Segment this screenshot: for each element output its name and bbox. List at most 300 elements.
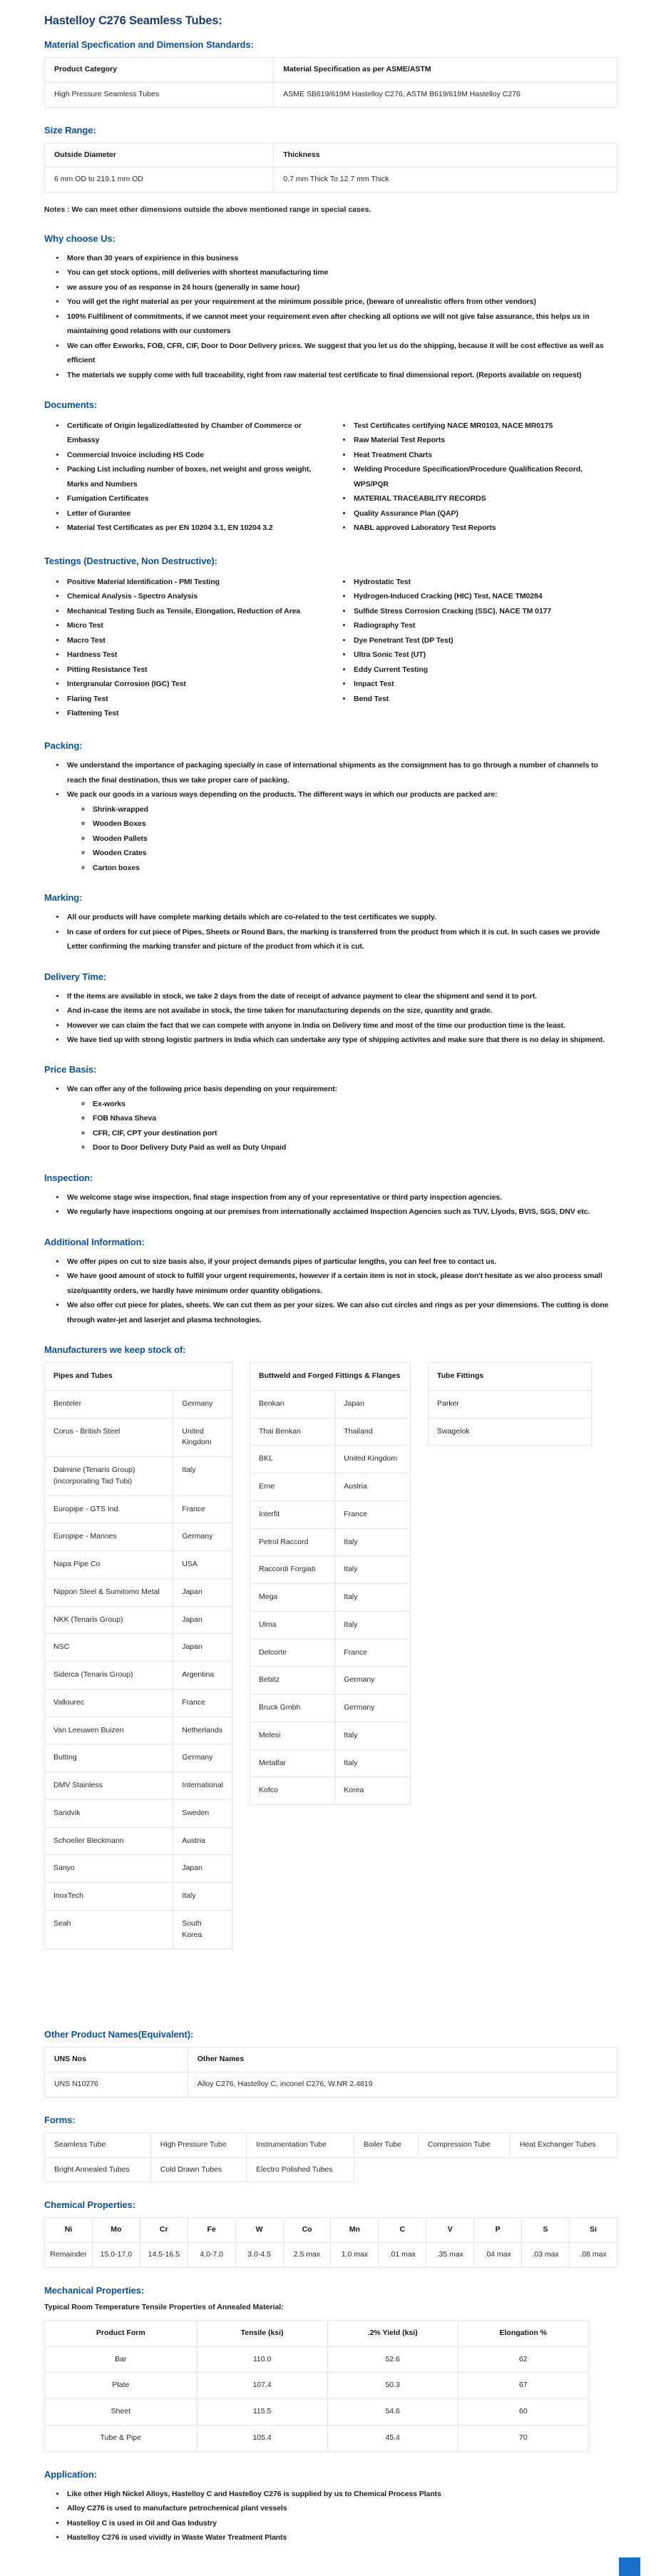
table-row bbox=[250, 1446, 411, 1473]
column-header: Outside Diameter bbox=[45, 143, 274, 168]
packing-list bbox=[44, 758, 617, 875]
table-cell: .08 max bbox=[569, 2243, 617, 2268]
list-item: • Certificate of Origin legalized/attested by Chamber of Commerce or Embassy bbox=[66, 419, 331, 448]
list-item: • Welding Procedure Specification/Procedure Qualification Record, WPS/PQR bbox=[352, 462, 617, 491]
table-cell: Italy bbox=[173, 1457, 232, 1496]
table-cell: Ulma bbox=[250, 1611, 335, 1639]
table-row bbox=[45, 1689, 232, 1717]
table-cell: Kofco bbox=[250, 1777, 335, 1805]
table-header-row bbox=[45, 58, 617, 83]
column-header: Mn bbox=[331, 2218, 379, 2243]
column-header: C bbox=[379, 2218, 426, 2243]
list-item: • We have tied up with strong logistic partners in India which can undertake any type of shipping activites and make sure that there is no delay in shipment. bbox=[66, 1033, 617, 1047]
table-cell: Benteler bbox=[45, 1390, 173, 1418]
column-header: P bbox=[474, 2218, 522, 2243]
application-heading: Application: bbox=[44, 2468, 97, 2480]
table-row bbox=[250, 1611, 411, 1639]
table-header-row bbox=[250, 1363, 411, 1391]
table-cell: Bright Annealed Tubes bbox=[45, 2157, 151, 2182]
table-cell: 0.7 mm Thick To 12.7 mm Thick bbox=[274, 168, 617, 193]
table-cell: Japan bbox=[335, 1390, 411, 1418]
table-cell: Italy bbox=[335, 1584, 411, 1612]
list-item: ◦ Wooden Pallets bbox=[91, 832, 617, 846]
table-cell: Cold Drawn Tubes bbox=[150, 2157, 246, 2182]
table-cell: .35 max bbox=[426, 2243, 474, 2268]
testings-list-right bbox=[331, 575, 617, 721]
table-cell: Sanyo bbox=[45, 1855, 173, 1883]
table-cell: 67 bbox=[458, 2373, 588, 2399]
list-item: • Chemical Analysis - Spectro Analysis bbox=[66, 589, 331, 603]
table-cell: Sheet bbox=[45, 2399, 198, 2426]
table-cell: International bbox=[173, 1772, 232, 1800]
table-cell: Italy bbox=[335, 1556, 411, 1584]
table-cell: NSC bbox=[45, 1634, 173, 1662]
column-header: UNS Nos bbox=[45, 2048, 188, 2072]
tube-fittings-table bbox=[428, 1362, 592, 1446]
list-item: • Impact Test bbox=[352, 677, 617, 691]
list-item: • We also offer cut piece for plates, sheets. We can cut them as per your sizes. We can also cut circles and rings as per your dimensions. The cutting is done through water-jet and laserjet and plasma technologies. bbox=[66, 1298, 617, 1327]
table-row bbox=[45, 1883, 232, 1911]
list-item: • NABL approved Laboratory Test Reports bbox=[352, 521, 617, 535]
table-row bbox=[45, 1772, 232, 1800]
price-basis-heading: Price Basis: bbox=[44, 1064, 97, 1075]
table-cell: Mega bbox=[250, 1584, 335, 1612]
marking-list bbox=[44, 910, 617, 954]
list-item: • 100% Fulfilment of commitments, if we cannot meet your requirement even after checking all options we will not give false assurance, this helps us in maintaining good relations with our customers bbox=[66, 310, 617, 339]
list-item: • Quality Assurance Plan (QAP) bbox=[352, 506, 617, 521]
table-cell: Sandvik bbox=[45, 1799, 173, 1827]
list-item: ◦ Wooden Boxes bbox=[91, 817, 617, 831]
table-cell: 110.0 bbox=[197, 2346, 327, 2373]
table-cell: Delcorte bbox=[250, 1639, 335, 1667]
table-cell: Italy bbox=[335, 1749, 411, 1777]
column-header: Co bbox=[283, 2218, 331, 2243]
table-cell: 15.0-17.0 bbox=[92, 2243, 140, 2268]
table-cell: DMV Stainless bbox=[45, 1772, 173, 1800]
list-item: ◦ Ex-works bbox=[91, 1097, 617, 1111]
table-row bbox=[45, 168, 617, 193]
table-cell: Compression Tube bbox=[418, 2132, 510, 2157]
application-list bbox=[44, 2487, 617, 2545]
section-mechanical bbox=[44, 2285, 617, 2452]
table-cell: Bruck Gmbh bbox=[250, 1695, 335, 1722]
table-cell: Italy bbox=[173, 1883, 232, 1911]
delivery-time-list bbox=[44, 989, 617, 1048]
table-cell: Germany bbox=[173, 1523, 232, 1551]
list-item: • Hastelloy C276 is used vividly in Waste Water Treatment Plants bbox=[66, 2530, 617, 2545]
list-item: ◦ CFR, CIF, CPT your destination port bbox=[91, 1126, 617, 1140]
page-title: Hastelloy C276 Seamless Tubes: bbox=[44, 14, 222, 27]
table-row bbox=[45, 1744, 232, 1772]
documents-heading: Documents: bbox=[44, 399, 98, 411]
list-item: • Letter of Gurantee bbox=[66, 506, 331, 521]
table-header-row bbox=[45, 143, 617, 168]
other-names-heading: Other Product Names(Equivalent): bbox=[44, 2029, 194, 2040]
table-row bbox=[45, 2399, 589, 2426]
forms-table bbox=[44, 2132, 617, 2183]
list-item bbox=[66, 1082, 617, 1155]
table-cell: Siderca (Tenaris Group) bbox=[45, 1662, 173, 1690]
table-cell: .01 max bbox=[379, 2243, 426, 2268]
table-cell: 115.5 bbox=[197, 2399, 327, 2426]
table-row bbox=[45, 2157, 617, 2182]
list-item: • You can get stock options, mill deliveries with shortest manufacturing time bbox=[66, 265, 617, 280]
list-item: ◦ Shrink-wrapped bbox=[91, 802, 617, 817]
column-header: Pipes and Tubes bbox=[45, 1363, 232, 1391]
table-cell: UNS N10276 bbox=[45, 2072, 188, 2097]
table-row bbox=[429, 1390, 592, 1418]
column-header: Mo bbox=[92, 2218, 140, 2243]
table-cell: 6 mm OD to 219.1 mm OD bbox=[45, 168, 274, 193]
table-row bbox=[45, 82, 617, 107]
column-header: Tube Fittings bbox=[429, 1363, 592, 1391]
table-cell: Japan bbox=[173, 1606, 232, 1634]
packing-heading: Packing: bbox=[44, 740, 83, 752]
list-item: • Material Test Certificates as per EN 10204 3.1, EN 10204 3.2 bbox=[66, 521, 331, 535]
testings-list-left bbox=[44, 575, 331, 721]
list-item: • Fumigation Certificates bbox=[66, 491, 331, 506]
column-header: W bbox=[235, 2218, 283, 2243]
table-cell: Italy bbox=[335, 1528, 411, 1556]
table-cell: NKK (Tenaris Group) bbox=[45, 1606, 173, 1634]
table-row bbox=[250, 1749, 411, 1777]
column-header: Material Specification as per ASME/ASTM bbox=[274, 58, 617, 83]
list-item: • We understand the importance of packaging specially in case of international shipments as the consignment has to go through a number of channels to reach the final destination, thus we take proper care of packing. bbox=[66, 758, 617, 787]
list-item: • Radiography Test bbox=[352, 618, 617, 633]
table-cell: Austria bbox=[335, 1473, 411, 1501]
table-row bbox=[45, 1910, 232, 1949]
column-header: Other Names bbox=[188, 2048, 617, 2072]
list-item: • Intergranular Corrosion (IGC) Test bbox=[66, 677, 331, 691]
table-cell: Erne bbox=[250, 1473, 335, 1501]
buttweld-fittings-table bbox=[250, 1362, 411, 1805]
table-cell: France bbox=[173, 1689, 232, 1717]
table-row bbox=[250, 1418, 411, 1446]
table-cell: United Kingdom bbox=[173, 1418, 232, 1457]
pipes-tubes-table bbox=[44, 1362, 232, 1949]
table-row bbox=[45, 1855, 232, 1883]
table-cell: 3.0-4.5 bbox=[235, 2243, 283, 2268]
mechanical-table bbox=[44, 2320, 589, 2452]
table-cell: Napa Pipe Co bbox=[45, 1551, 173, 1579]
table-row bbox=[45, 1551, 232, 1579]
table-cell: 45.4 bbox=[327, 2425, 458, 2451]
delivery-time-heading: Delivery Time: bbox=[44, 971, 107, 982]
table-cell: 107.4 bbox=[197, 2373, 327, 2399]
testings-columns bbox=[44, 573, 617, 724]
table-row bbox=[45, 1390, 232, 1418]
table-cell: Metalfar bbox=[250, 1749, 335, 1777]
table-cell: Italy bbox=[335, 1611, 411, 1639]
list-item: • And in-case the items are not availabe in stock, the time taken for manufacturing depends on the size, quantity and grade. bbox=[66, 1003, 617, 1018]
list-item: • All our products will have complete marking details which are co-related to the test certificates we supply. bbox=[66, 910, 617, 924]
table-cell: Van Leeuwen Buizen bbox=[45, 1717, 173, 1744]
table-cell: Argentina bbox=[173, 1662, 232, 1690]
documents-list-left bbox=[44, 419, 331, 536]
table-row bbox=[45, 1457, 232, 1496]
table-row bbox=[45, 2132, 617, 2157]
table-cell: Japan bbox=[173, 1578, 232, 1606]
table-cell: Europipe - GTS Ind. bbox=[45, 1496, 173, 1523]
table-row bbox=[250, 1639, 411, 1667]
marking-heading: Marking: bbox=[44, 892, 83, 904]
table-header-row bbox=[45, 2048, 617, 2072]
table-row bbox=[45, 1799, 232, 1827]
table-cell: Germany bbox=[173, 1744, 232, 1772]
section-inspection bbox=[44, 1172, 617, 1220]
table-cell: Dalmine (Tenaris Group) (incorporating Tad Tubi) bbox=[45, 1457, 173, 1496]
table-cell: 62 bbox=[458, 2346, 588, 2373]
table-cell: Petrol Raccord bbox=[250, 1528, 335, 1556]
column-header: Buttweld and Forged Fittings & Flanges bbox=[250, 1363, 411, 1391]
table-cell: 60 bbox=[458, 2399, 588, 2426]
list-item: ◦ Wooden Crates bbox=[91, 846, 617, 860]
column-header: Si bbox=[569, 2218, 617, 2243]
table-row bbox=[250, 1777, 411, 1805]
table-row bbox=[250, 1473, 411, 1501]
table-cell: Alloy C276, Hastelloy C, inconel C276, W.NR 2.4819 bbox=[188, 2072, 617, 2097]
table-cell: Japan bbox=[173, 1855, 232, 1883]
list-item: • Test Certificates certifying NACE MR0103, NACE MR0175 bbox=[352, 419, 617, 433]
list-item: • We can offer Exworks, FOB, CFR, CIF, Door to Door Delivery prices. We suggest that you let us do the shipping, because it will be cost effective as well as efficient bbox=[66, 339, 617, 368]
list-item: • Pitting Resistance Test bbox=[66, 663, 331, 677]
list-item: • Mechanical Testing Such as Tensile, Elongation, Reduction of Area bbox=[66, 604, 331, 618]
table-cell: Seamless Tube bbox=[45, 2132, 151, 2157]
list-item: • You will get the right material as per your requirement at the minimum possible price, (beware of unrealistic offers from other vendors) bbox=[66, 295, 617, 309]
table-header-row bbox=[45, 1363, 232, 1391]
list-item: • We offer pipes on cut to size basis also, if your project demands pipes of particular lengths, you can feel free to contact us. bbox=[66, 1254, 617, 1269]
list-item: • Flaring Test bbox=[66, 692, 331, 706]
list-item: • However we can claim the fact that we can compete with anyone in India on Delivery time and most of the time our production time is the least. bbox=[66, 1018, 617, 1033]
section-application bbox=[44, 2469, 617, 2545]
section-marking bbox=[44, 892, 617, 954]
section-price-basis bbox=[44, 1064, 617, 1155]
list-item: • Positive Material Identification - PMI Testing bbox=[66, 575, 331, 589]
table-row bbox=[45, 1717, 232, 1744]
column-header: S bbox=[522, 2218, 570, 2243]
table-row bbox=[250, 1501, 411, 1528]
column-header: Product Category bbox=[45, 58, 274, 83]
column-header: Fe bbox=[188, 2218, 235, 2243]
table-cell: 54.6 bbox=[327, 2399, 458, 2426]
table-row bbox=[250, 1667, 411, 1695]
section-documents bbox=[44, 399, 617, 538]
scroll-to-top-button[interactable] bbox=[619, 2557, 640, 2576]
size-range-table bbox=[44, 143, 617, 193]
section-size-range bbox=[44, 125, 617, 216]
list-item: • Hastelloy C is used in Oil and Gas Industry bbox=[66, 2516, 617, 2530]
table-cell: Bar bbox=[45, 2346, 198, 2373]
list-item: • Ultra Sonic Test (UT) bbox=[352, 648, 617, 662]
section-manufacturers bbox=[44, 1344, 617, 1949]
table-cell: South Korea bbox=[173, 1910, 232, 1949]
documents-columns bbox=[44, 417, 617, 538]
table-row bbox=[250, 1390, 411, 1418]
list-item: ◦ FOB Nhava Sheva bbox=[91, 1111, 617, 1125]
table-row bbox=[45, 2072, 617, 2097]
table-cell: Remainder bbox=[45, 2243, 93, 2268]
table-cell: Germany bbox=[335, 1695, 411, 1722]
list-item: • Raw Material Test Reports bbox=[352, 433, 617, 447]
table-cell: 4.0-7.0 bbox=[188, 2243, 235, 2268]
table-header-row bbox=[45, 2218, 617, 2243]
table-row bbox=[250, 1528, 411, 1556]
list-item: • Hydrogen-Induced Cracking (HIC) Test, NACE TM0284 bbox=[352, 589, 617, 603]
section-additional-info bbox=[44, 1237, 617, 1327]
table-cell: France bbox=[173, 1496, 232, 1523]
column-header: Tensile (ksi) bbox=[197, 2320, 327, 2346]
list-item: • we assure you of as response in 24 hours (generally in same hour) bbox=[66, 280, 617, 295]
testings-heading: Testings (Destructive, Non Destructive): bbox=[44, 555, 217, 566]
table-cell: Plate bbox=[45, 2373, 198, 2399]
list-item: • Sulfide Stress Corrosion Cracking (SSC), NACE TM 0177 bbox=[352, 604, 617, 618]
size-range-note: Notes : We can meet other dimensions outside the above mentioned range in special cases. bbox=[44, 205, 371, 214]
column-header: Cr bbox=[140, 2218, 188, 2243]
table-row bbox=[250, 1584, 411, 1612]
table-row bbox=[45, 2243, 617, 2268]
column-header: Elongation % bbox=[458, 2320, 588, 2346]
other-names-table bbox=[44, 2047, 617, 2097]
table-cell: 1.0 max bbox=[331, 2243, 379, 2268]
table-header-row bbox=[429, 1363, 592, 1391]
column-header: Product Form bbox=[45, 2320, 198, 2346]
table-cell: 2.5 max bbox=[283, 2243, 331, 2268]
table-header-row bbox=[45, 2320, 589, 2346]
table-cell: Austria bbox=[173, 1827, 232, 1855]
table-cell: Corus - British Steel bbox=[45, 1418, 173, 1457]
list-item: ◦ Carton boxes bbox=[91, 861, 617, 875]
why-choose-list bbox=[44, 251, 617, 382]
table-cell: Bebitz bbox=[250, 1667, 335, 1695]
table-row bbox=[45, 1606, 232, 1634]
table-cell: Europipe - Mannes bbox=[45, 1523, 173, 1551]
mechanical-subtitle: Typical Room Temperature Tensile Properties of Annealed Material: bbox=[44, 2302, 284, 2311]
table-cell: Japan bbox=[173, 1634, 232, 1662]
additional-info-list bbox=[44, 1254, 617, 1327]
table-cell: .04 max bbox=[474, 2243, 522, 2268]
table-cell: Schoeller Bleckmann bbox=[45, 1827, 173, 1855]
material-spec-table bbox=[44, 57, 617, 108]
section-material-spec bbox=[44, 39, 617, 108]
list-item: • Alloy C276 is used to manufacture petrochemical plant vessels bbox=[66, 2501, 617, 2515]
section-why-choose bbox=[44, 233, 617, 382]
list-item: • We have good amount of stock to fulfill your urgent requirements, however if a certain item is not in stock, please don't hesitate as we also process small size/quantity orders, we hardly have minimum order quantity obligations. bbox=[66, 1269, 617, 1298]
table-cell: France bbox=[335, 1501, 411, 1528]
table-cell: Germany bbox=[173, 1390, 232, 1418]
table-cell: High Pressure Tube bbox=[150, 2132, 246, 2157]
list-item: • We regularly have inspections ongoing at our premises from internationally acclaimed Inspection Agencies such as TUV, Llyods, BVIS, SGS, DNV etc. bbox=[66, 1205, 617, 1219]
table-row bbox=[45, 2425, 589, 2451]
why-choose-heading: Why choose Us: bbox=[44, 232, 116, 244]
list-item: • Dye Penetrant Test (DP Test) bbox=[352, 633, 617, 648]
list-item bbox=[66, 787, 617, 875]
table-cell: 50.3 bbox=[327, 2373, 458, 2399]
section-packing bbox=[44, 740, 617, 875]
list-item: • Packing List including number of boxes, net weight and gross weight, Marks and Numbers bbox=[66, 462, 331, 491]
size-range-heading: Size Range: bbox=[44, 124, 96, 136]
table-row bbox=[45, 1523, 232, 1551]
table-cell: Interfit bbox=[250, 1501, 335, 1528]
material-spec-heading: Material Specfication and Dimension Standards: bbox=[44, 39, 254, 50]
list-item: • MATERIAL TRACEABILITY RECORDS bbox=[352, 491, 617, 506]
table-cell: Netherlands bbox=[173, 1717, 232, 1744]
table-cell: Vallourec bbox=[45, 1689, 173, 1717]
inspection-list bbox=[44, 1190, 617, 1220]
table-cell: USA bbox=[173, 1551, 232, 1579]
table-cell: Seah bbox=[45, 1910, 173, 1949]
table-cell: Parker bbox=[429, 1390, 592, 1418]
list-item: • Flattening Test bbox=[66, 706, 331, 720]
section-forms bbox=[44, 2115, 617, 2183]
table-cell: Thai Benkan bbox=[250, 1418, 335, 1446]
table-cell: France bbox=[335, 1639, 411, 1667]
column-header: Thickness bbox=[274, 143, 617, 168]
column-header: V bbox=[426, 2218, 474, 2243]
table-cell: Boiler Tube bbox=[354, 2132, 418, 2157]
list-item-text: We can offer any of the following price basis depending on your requirement: bbox=[67, 1085, 338, 1094]
additional-info-heading: Additional Information: bbox=[44, 1236, 145, 1247]
chemical-table bbox=[44, 2217, 617, 2268]
table-cell: Benkan bbox=[250, 1390, 335, 1418]
list-item: • The materials we supply come with full traceability, right from raw material test certificate to final dimensional report. (Reports available on request) bbox=[66, 368, 617, 382]
table-cell: 52.6 bbox=[327, 2346, 458, 2373]
table-cell: Raccordi Forgiati bbox=[250, 1556, 335, 1584]
table-cell: Instrumentation Tube bbox=[247, 2132, 354, 2157]
table-cell: Electro Polished Tubes bbox=[247, 2157, 354, 2182]
list-item: • Like other High Nickel Alloys, Hastelloy C and Hastelloy C276 is supplied by us to Chemical Process Plants bbox=[66, 2487, 617, 2501]
table-cell: Swagelok bbox=[429, 1418, 592, 1446]
table-row bbox=[45, 1634, 232, 1662]
section-testings bbox=[44, 556, 617, 724]
list-item: • Commercial Invoice including HS Code bbox=[66, 448, 331, 462]
table-cell: Tube & Pipe bbox=[45, 2425, 198, 2451]
table-cell: Nippon Steel & Sumitomo Metal bbox=[45, 1578, 173, 1606]
table-row bbox=[45, 1827, 232, 1855]
chemical-heading: Chemical Properties: bbox=[44, 2199, 136, 2211]
column-header: Ni bbox=[45, 2218, 93, 2243]
forms-heading: Forms: bbox=[44, 2114, 76, 2125]
table-cell: Korea bbox=[335, 1777, 411, 1805]
table-row bbox=[45, 2373, 589, 2399]
list-item: • More than 30 years of expirience in this business bbox=[66, 251, 617, 265]
packing-sublist bbox=[67, 802, 617, 875]
table-cell: Melesi bbox=[250, 1722, 335, 1749]
table-cell: Thailand bbox=[335, 1418, 411, 1446]
table-row bbox=[45, 1662, 232, 1690]
table-row bbox=[250, 1695, 411, 1722]
list-item: • Hydrostatic Test bbox=[352, 575, 617, 589]
table-cell: United Kingdom bbox=[335, 1446, 411, 1473]
list-item: ◦ Door to Door Delivery Duty Paid as well as Duty Unpaid bbox=[91, 1140, 617, 1155]
list-item: • If the items are available in stock, we take 2 days from the date of receipt of advance payment to clear the shipment and send it to port. bbox=[66, 989, 617, 1003]
section-other-names bbox=[44, 2029, 617, 2097]
list-item-text: We pack our goods in a various ways depending on the products. The different ways in which our products are packed are: bbox=[67, 790, 498, 799]
list-item: • Hardness Test bbox=[66, 648, 331, 662]
manufacturers-tables bbox=[44, 1362, 617, 1949]
list-item: • Micro Test bbox=[66, 618, 331, 633]
table-cell: Sweden bbox=[173, 1799, 232, 1827]
column-header: .2% Yield (ksi) bbox=[327, 2320, 458, 2346]
price-basis-list bbox=[44, 1082, 617, 1155]
table-cell: Italy bbox=[335, 1722, 411, 1749]
list-item: • We welcome stage wise inspection, final stage inspection from any of your representative or third party inspection agencies. bbox=[66, 1190, 617, 1205]
manufacturers-heading: Manufacturers we keep stock of: bbox=[44, 1344, 186, 1356]
list-item: • Eddy Current Testing bbox=[352, 663, 617, 677]
list-item: • Bend Test bbox=[352, 692, 617, 706]
table-row bbox=[45, 1578, 232, 1606]
list-item: • Heat Treatment Charts bbox=[352, 448, 617, 462]
mechanical-heading: Mechanical Properties: bbox=[44, 2284, 145, 2296]
